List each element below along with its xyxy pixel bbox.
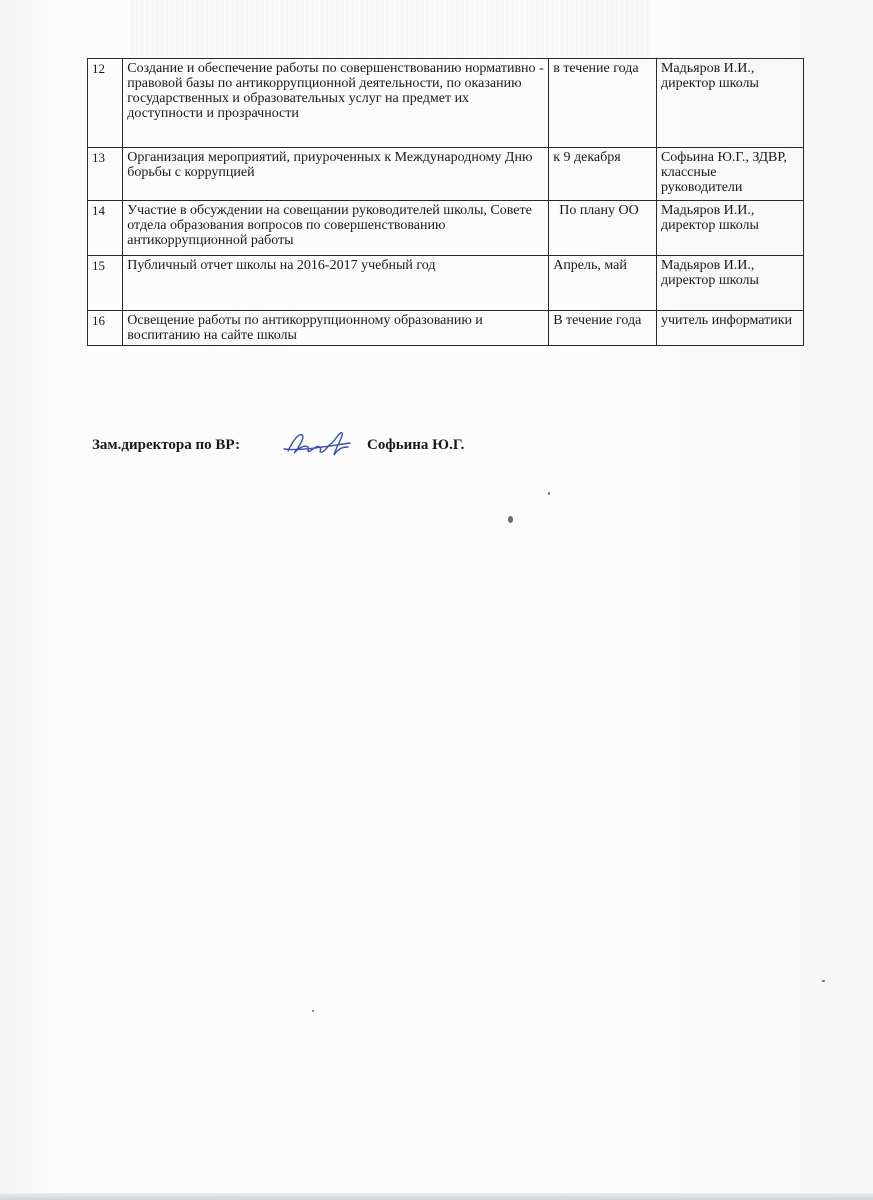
event-cell: Создание и обеспечение работы по совершенствованию нормативно - правовой базы по антикоррупционной деятельности, по оказанию государственных и образовательных услуг на предмет их доступности и прозрачности xyxy=(123,59,549,148)
table-row xyxy=(88,201,804,256)
responsible-cell: Мадьяров И.И., директор школы xyxy=(656,201,803,256)
responsible-cell: учитель информатики xyxy=(656,311,803,346)
term-cell: В течение года xyxy=(549,311,657,346)
table-row xyxy=(88,148,804,201)
term-cell: По плану ОО xyxy=(549,201,657,256)
term-cell: Апрель, май xyxy=(549,256,657,311)
table-row xyxy=(88,59,804,148)
scan-speck xyxy=(508,516,513,523)
row-number: 13 xyxy=(88,148,123,201)
event-cell: Публичный отчет школы на 2016-2017 учебный год xyxy=(123,256,549,311)
table-row xyxy=(88,311,804,346)
signer-role: Зам.директора по ВР: xyxy=(92,437,241,453)
row-number: 12 xyxy=(88,59,123,148)
term-cell: в течение года xyxy=(549,59,657,148)
signer-name: Софьина Ю.Г. xyxy=(367,437,465,453)
responsible-cell: Софьина Ю.Г., ЗДВР, классные руководители xyxy=(656,148,803,201)
table-row xyxy=(88,256,804,311)
scan-edge xyxy=(0,1193,873,1200)
event-cell: Освещение работы по антикоррупционному образованию и воспитанию на сайте школы xyxy=(123,311,549,346)
plan-table xyxy=(87,58,804,346)
scan-speck xyxy=(822,980,825,982)
scan-artifact xyxy=(130,0,650,58)
event-cell: Организация мероприятий, приуроченных к Международному Дню борьбы с коррупцией xyxy=(123,148,549,201)
row-number: 16 xyxy=(88,311,123,346)
event-cell: Участие в обсуждении на совещании руководителей школы, Совете отдела образования вопросов по совершенствованию антикоррупционной работы xyxy=(123,201,549,256)
handwritten-signature-icon xyxy=(282,425,352,461)
scan-speck xyxy=(548,492,550,495)
scan-speck xyxy=(312,1010,314,1012)
responsible-cell: Мадьяров И.И., директор школы xyxy=(656,256,803,311)
responsible-cell: Мадьяров И.И., директор школы xyxy=(656,59,803,148)
row-number: 15 xyxy=(88,256,123,311)
term-cell: к 9 декабря xyxy=(549,148,657,201)
row-number: 14 xyxy=(88,201,123,256)
